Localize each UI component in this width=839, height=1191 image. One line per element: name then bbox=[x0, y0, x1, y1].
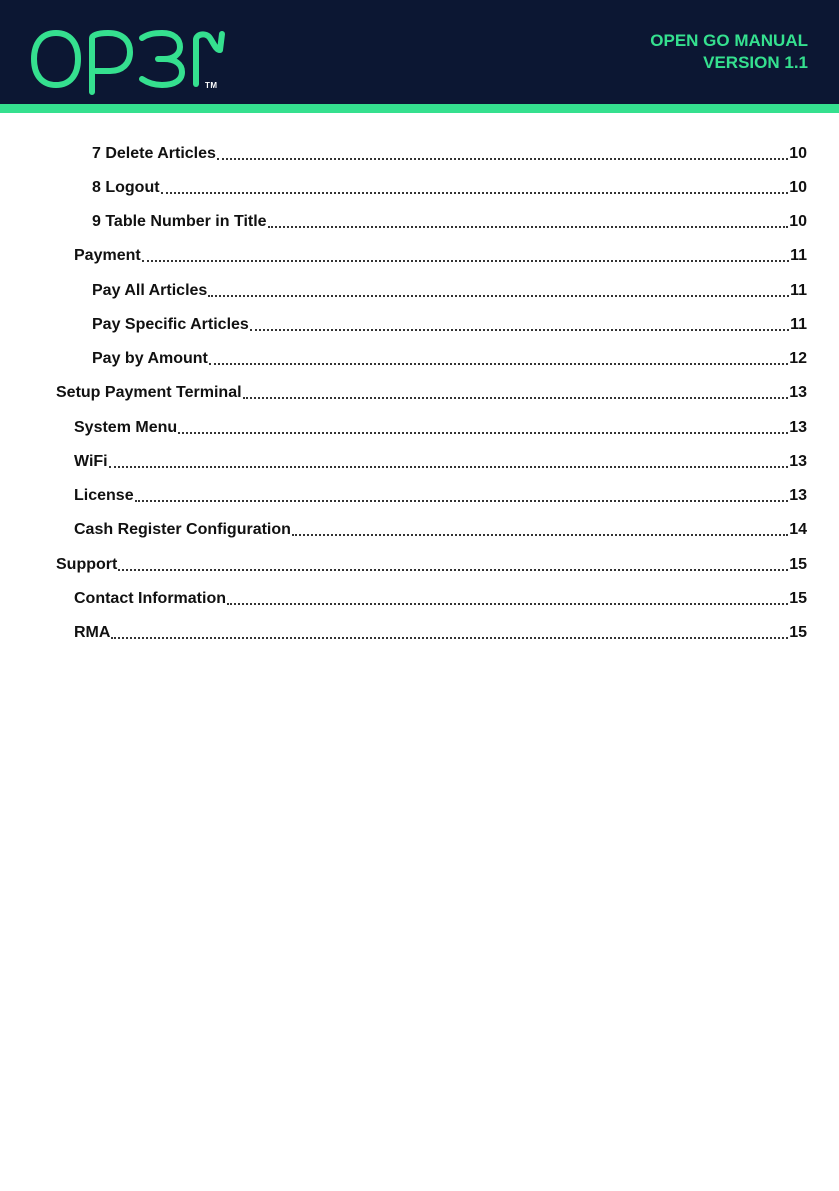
manual-title-line: OPEN GO MANUAL bbox=[650, 31, 808, 50]
toc-entry[interactable] bbox=[56, 553, 807, 575]
toc-dot-leader bbox=[243, 397, 789, 399]
toc-dot-leader bbox=[250, 329, 789, 331]
toc-entry-label: RMA bbox=[74, 624, 111, 641]
page-header bbox=[0, 0, 839, 104]
manual-version-line: VERSION 1.1 bbox=[703, 53, 808, 72]
header-accent-stripe bbox=[0, 104, 839, 113]
toc-entry-page: 13 bbox=[789, 487, 807, 504]
toc-dot-leader bbox=[142, 260, 789, 262]
toc-entry[interactable] bbox=[92, 142, 807, 164]
toc-dot-leader bbox=[109, 466, 789, 468]
toc-entry-label: Payment bbox=[74, 247, 141, 264]
open-logo bbox=[30, 26, 230, 96]
toc-entry-label: System Menu bbox=[74, 419, 178, 436]
toc-entry-label: 7 Delete Articles bbox=[92, 145, 216, 162]
toc-entry[interactable] bbox=[74, 518, 807, 540]
toc-entry-page: 11 bbox=[790, 316, 807, 333]
toc-entry-label: 8 Logout bbox=[92, 179, 160, 196]
toc-entry[interactable] bbox=[56, 381, 807, 403]
toc-dot-leader bbox=[268, 226, 789, 228]
toc-entry-page: 11 bbox=[790, 247, 807, 264]
toc-dot-leader bbox=[208, 295, 789, 297]
toc-dot-leader bbox=[227, 603, 788, 605]
toc-entry-page: 15 bbox=[789, 624, 807, 641]
toc-entry-page: 12 bbox=[789, 350, 807, 367]
toc-entry[interactable] bbox=[92, 279, 807, 301]
toc-entry-label: License bbox=[74, 487, 134, 504]
toc-entry-label: Pay by Amount bbox=[92, 350, 208, 367]
toc-entry[interactable] bbox=[74, 587, 807, 609]
toc-entry[interactable] bbox=[74, 484, 807, 506]
toc-entry-page: 15 bbox=[789, 556, 807, 573]
toc-entry-page: 13 bbox=[789, 453, 807, 470]
toc-entry[interactable] bbox=[92, 176, 807, 198]
toc-dot-leader bbox=[111, 637, 788, 639]
toc-entry[interactable] bbox=[74, 244, 807, 266]
toc-entry[interactable] bbox=[92, 347, 807, 369]
toc-entry-label: Setup Payment Terminal bbox=[56, 384, 242, 401]
toc-entry[interactable] bbox=[92, 210, 807, 232]
toc-entry-page: 15 bbox=[789, 590, 807, 607]
toc-entry[interactable] bbox=[74, 621, 807, 643]
trademark-mark: TM bbox=[205, 81, 218, 90]
toc-entry-page: 10 bbox=[789, 213, 807, 230]
toc-entry-page: 10 bbox=[789, 179, 807, 196]
toc-entry[interactable] bbox=[74, 450, 807, 472]
toc-entry-label: 9 Table Number in Title bbox=[92, 213, 267, 230]
toc-dot-leader bbox=[217, 158, 788, 160]
toc-entry-label: Cash Register Configuration bbox=[74, 521, 291, 538]
toc-entry-label: Pay Specific Articles bbox=[92, 316, 249, 333]
toc-entry-page: 10 bbox=[789, 145, 807, 162]
toc-entry-page: 14 bbox=[789, 521, 807, 538]
toc-dot-leader bbox=[292, 534, 788, 536]
toc-dot-leader bbox=[178, 432, 788, 434]
toc-entry-label: Support bbox=[56, 556, 118, 573]
toc-entry-page: 13 bbox=[789, 419, 807, 436]
toc-dot-leader bbox=[161, 192, 789, 194]
toc-entry[interactable] bbox=[92, 313, 807, 335]
toc-dot-leader bbox=[135, 500, 789, 502]
toc-entry-label: WiFi bbox=[74, 453, 108, 470]
toc-dot-leader bbox=[209, 363, 788, 365]
manual-title bbox=[650, 30, 808, 74]
toc-entry[interactable] bbox=[74, 416, 807, 438]
toc-entry-label: Contact Information bbox=[74, 590, 226, 607]
toc-entry-label: Pay All Articles bbox=[92, 282, 208, 299]
toc-dot-leader bbox=[118, 569, 788, 571]
toc-entry-page: 11 bbox=[790, 282, 807, 299]
toc-entry-page: 13 bbox=[789, 384, 807, 401]
